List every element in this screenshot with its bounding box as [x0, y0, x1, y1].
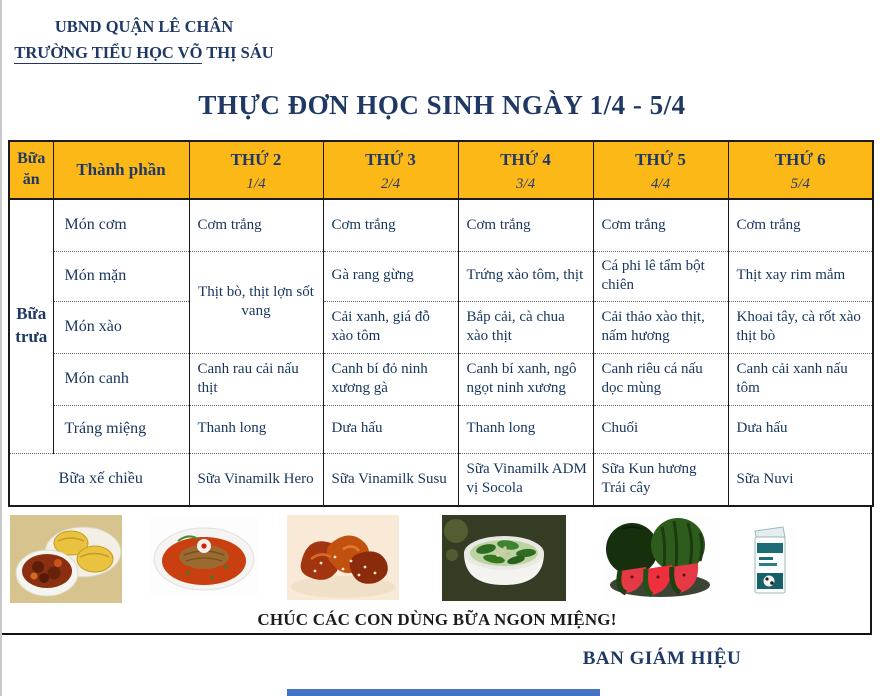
row-label-mon-xao: Món xào	[53, 301, 189, 353]
table-row	[9, 405, 873, 453]
row-label-bua-xe-chieu: Bữa xế chiều	[9, 453, 189, 506]
watermelon-photo	[602, 515, 714, 601]
day-header-thu3	[323, 141, 458, 199]
menu-cell: Dưa hấu	[323, 405, 458, 453]
menu-cell: Sữa Kun hương Trái cây	[593, 453, 728, 506]
org-name: UBND QUẬN LÊ CHÂN	[54, 17, 234, 36]
day-name: THỨ 4	[500, 149, 551, 169]
menu-cell: Cơm trắng	[189, 199, 323, 251]
school-name-rest: THỊ SÁU	[202, 42, 274, 62]
meal-group-lunch	[9, 199, 53, 453]
menu-cell: Sữa Vinamilk Hero	[189, 453, 323, 506]
milk-carton-photo	[747, 515, 791, 599]
corner-header	[9, 141, 53, 199]
menu-cell: Canh bí xanh, ngô ngọt ninh xương	[458, 353, 593, 405]
row-label-mon-canh: Món canh	[53, 353, 189, 405]
menu-cell: Thanh long	[458, 405, 593, 453]
day-header-thu4	[458, 141, 593, 199]
school-name	[6, 40, 282, 66]
signature-title: BAN GIÁM HIỆU	[582, 648, 742, 669]
day-date: 1/4	[246, 175, 266, 192]
day-header-thu5	[593, 141, 728, 199]
glazed-chicken-photo	[287, 515, 399, 600]
menu-cell: Cải thảo xào thịt, nấm hương	[593, 301, 728, 353]
menu-cell: Canh bí đỏ ninh xương gà	[323, 353, 458, 405]
table-row	[9, 251, 873, 301]
day-name: THỨ 2	[230, 149, 282, 169]
braised-fish-photo	[150, 515, 258, 597]
day-date: 3/4	[515, 175, 536, 192]
menu-cell: Cá phi lê tẩm bột chiên	[593, 251, 728, 301]
menu-cell: Gà rang gừng	[323, 251, 458, 301]
corner-line2: ăn	[22, 171, 40, 188]
menu-cell-merged: Thịt bò, thịt lợn sốt vang	[189, 251, 323, 353]
menu-cell: Sữa Nuvi	[728, 453, 873, 506]
menu-cell: Bắp cải, cà chua xào thịt	[458, 301, 593, 353]
day-header-thu2	[189, 141, 323, 199]
day-date: 2/4	[380, 175, 401, 192]
table-row	[9, 453, 873, 506]
menu-cell: Cơm trắng	[728, 199, 873, 251]
day-date: 5/4	[790, 175, 810, 192]
day-name: THỨ 3	[365, 149, 416, 169]
table-row	[9, 301, 873, 353]
wish-message: CHÚC CÁC CON DÙNG BỮA NGON MIỆNG!	[257, 610, 617, 629]
school-header	[6, 14, 282, 65]
menu-cell: Cơm trắng	[458, 199, 593, 251]
menu-cell: Cơm trắng	[323, 199, 458, 251]
photo-section	[2, 505, 872, 635]
table-header-row	[9, 141, 873, 199]
menu-cell: Cơm trắng	[593, 199, 728, 251]
group-line2: trưa	[15, 327, 48, 347]
row-label-mon-com: Món cơm	[53, 199, 189, 251]
table-row	[9, 353, 873, 405]
menu-cell: Canh cải xanh nấu tôm	[728, 353, 873, 405]
corner-line1: Bữa	[17, 150, 46, 168]
day-header-thu6	[728, 141, 873, 199]
bottom-blue-bar	[287, 689, 600, 696]
menu-cell: Cải xanh, giá đỗ xào tôm	[323, 301, 458, 353]
table-row	[9, 199, 873, 251]
beef-stew-with-bread-photo	[10, 515, 122, 603]
menu-table	[8, 140, 874, 507]
group-line1: Bữa	[16, 304, 47, 324]
row-label-mon-man: Món mặn	[53, 251, 189, 301]
menu-cell: Sữa Vinamilk Susu	[323, 453, 458, 506]
day-name: THỨ 6	[774, 149, 826, 169]
menu-cell: Khoai tây, cà rốt xào thịt bò	[728, 301, 873, 353]
menu-cell: Canh rau cải nấu thịt	[189, 353, 323, 405]
page-title: THỰC ĐƠN HỌC SINH NGÀY 1/4 - 5/4	[198, 90, 686, 120]
school-name-underlined: TRƯỜNG TIỂU HỌC VÕ	[14, 42, 203, 62]
menu-cell: Sữa Vinamilk ADM vị Socola	[458, 453, 593, 506]
menu-cell: Thanh long	[189, 405, 323, 453]
menu-cell: Canh riêu cá nấu dọc mùng	[593, 353, 728, 405]
row-label-trang-mieng: Tráng miệng	[53, 405, 189, 453]
menu-cell: Thịt xay rim mắm	[728, 251, 873, 301]
menu-cell: Trứng xào tôm, thịt	[458, 251, 593, 301]
component-header: Thành phần	[53, 141, 189, 199]
vegetable-soup-photo	[442, 515, 566, 601]
day-name: THỨ 5	[635, 149, 686, 169]
menu-cell: Chuối	[593, 405, 728, 453]
menu-cell: Dưa hấu	[728, 405, 873, 453]
day-date: 4/4	[650, 175, 671, 192]
